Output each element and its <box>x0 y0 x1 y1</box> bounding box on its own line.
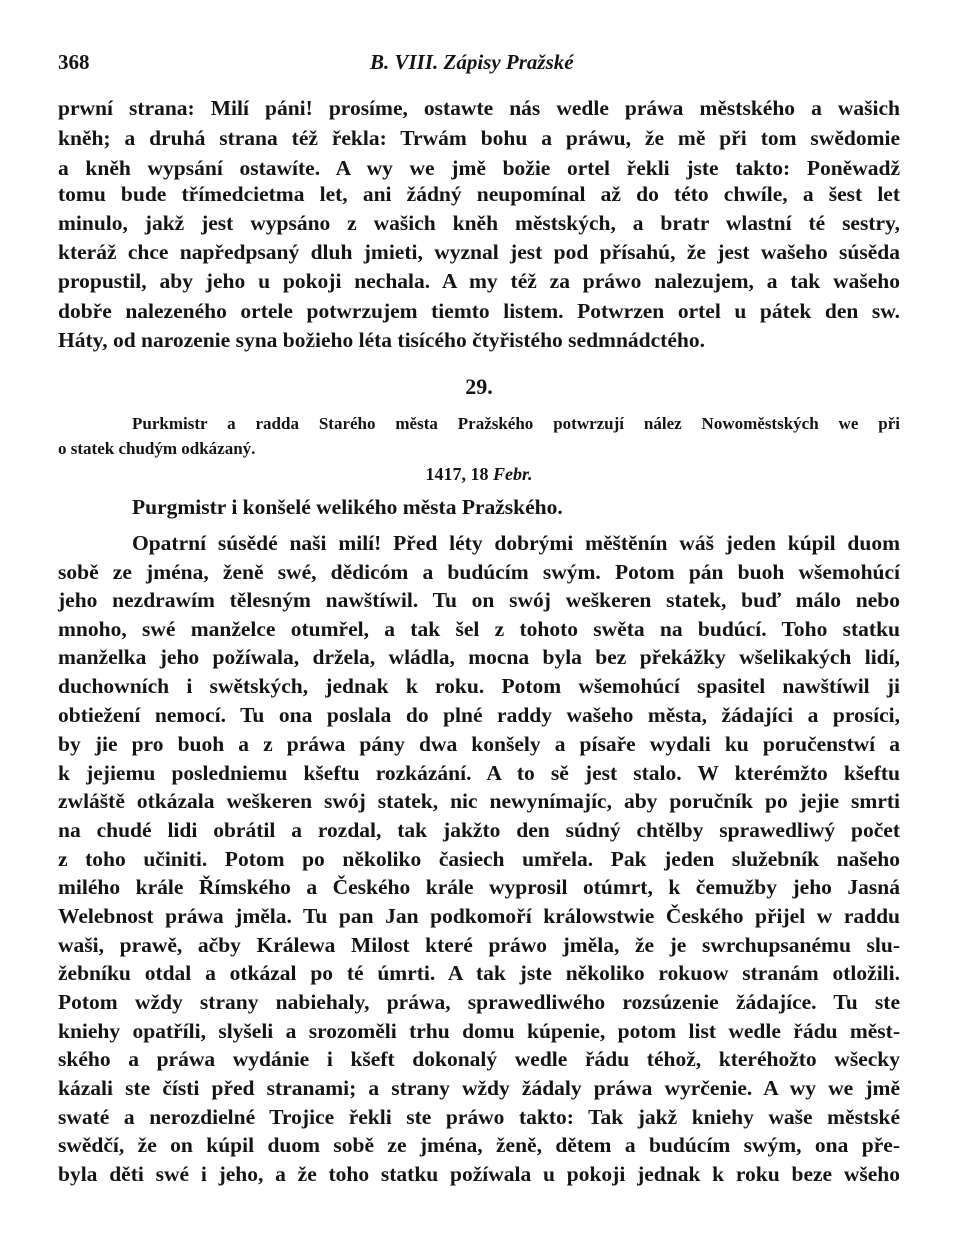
body-line: k jejiemu posledniemu kšeftu rozkázání. A to sě jest stalo. W kterémžto kšeftu <box>58 761 900 785</box>
body-line: žebníku otdal a otkázal po té úmrti. A tak jste několiko rokuow stranám otložili. <box>58 961 900 985</box>
body-line: milého krále Římského a Českého krále wyprosil otúmrt, k čemužby jeho Jasná <box>58 875 900 899</box>
body-line: waši, prawě, ačby Králewa Milost které práwo jměla, že je swrchupsanému slu- <box>58 933 900 957</box>
body-line: na chudé lidi obrátil a rozdal, tak jakžto den súdný chtělby sprawedliwý počet <box>58 818 900 842</box>
body-line: swaté a nerozdielné Trojice řekli ste práwo takto: Tak jakž kniehy waše městské <box>58 1105 900 1129</box>
body-line: sobě ze jména, ženě swé, dědicóm a budúcím swým. Potom pán buoh wšemohúcí <box>58 560 900 584</box>
text-line: minulo, jakž jest wypsáno z wašich kněh městských, a bratr wlastní té sestry, <box>58 211 900 235</box>
body-line: manželka jeho požíwala, držela, wládla, mocna byla bez překážky wšelikakých lidí, <box>58 645 900 669</box>
text-line: kněh; a druhá strana též řekla: Trwám bohu a práwu, že mě při tom swědomie <box>58 126 900 150</box>
document-number: 29. <box>465 374 493 399</box>
document-summary-line: o statek chudým odkázaný. <box>58 439 256 458</box>
page-number: 368 <box>58 50 90 74</box>
document-address: Purgmistr i konšelé welikého města Pražského. <box>132 495 563 519</box>
body-line: mnoho, swé manželce otumřel, a tak šel z tohoto swěta na budúcí. Toho statku <box>58 617 900 641</box>
running-head: B. VIII. Zápisy Pražské <box>370 50 574 74</box>
body-line: byla děti swé i jeho, a že toho statku požíwala u pokoji jednak k roku beze wšeho <box>58 1162 900 1186</box>
date-plain: 1417, 18 <box>425 464 489 484</box>
text-line: prwní strana: Milí páni! prosíme, ostawte nás wedle práwa městského a wašich <box>58 96 900 120</box>
text-line: dobře nalezeného ortele potwrzujem tiemto listem. Potwrzen ortel u pátek den sw. <box>58 299 900 323</box>
body-line: kázali ste čísti před stranami; a strany wždy žádaly práwa wyrčenie. A wy we jmě <box>58 1076 900 1100</box>
body-line: Welebnost práwa jměla. Tu pan Jan podkomoří králowstwie Českého přijel w raddu <box>58 904 900 928</box>
book-page <box>58 0 900 1260</box>
body-line: duchowních i swětských, jednak k roku. Potom wšemohúcí spasitel nawštíwil ji <box>58 674 900 698</box>
date-month: Febr. <box>492 464 533 484</box>
text-line: a kněh wypsání ostawíte. A wy we jmě božie ortel řekli jste takto: Poněwadž <box>58 156 900 180</box>
text-line: tomu bude třímedcietma let, ani žádný neupomínal až do této chwíle, a šest let <box>58 182 900 206</box>
text-line: propustil, aby jeho u pokoji nechala. A my též za práwo nalezujem, a tak wašeho <box>58 269 900 293</box>
document-date <box>58 462 900 486</box>
body-line: obtiežení nemocí. Tu ona poslala do plné raddy wašeho města, žádajíci a prosíci, <box>58 703 900 727</box>
text-line: Háty, od narozenie syna božieho léta tisícého čtyřistého sedmnádctého. <box>58 328 705 352</box>
body-line: by jie pro buoh a z práwa pány dwa konšely a písaře wydali ku poručenstwí a <box>58 732 900 756</box>
document-summary-line: Purkmistr a radda Starého města Pražského potwrzují nález Nowoměstských we při <box>132 414 900 433</box>
body-line: jeho nezdrawím tělesným nawštíwil. Tu on swój weškeren statek, buď málo nebo <box>58 588 900 612</box>
body-line: z toho učiniti. Potom po několiko časiech umřela. Pak jeden služebník našeho <box>58 847 900 871</box>
body-line: kniehy opatříli, slyšeli a srozoměli trhu domu kúpenie, potom list wedle řádu měst- <box>58 1019 900 1043</box>
body-line: Potom wždy strany nabiehaly, práwa, sprawedliwého rozsúzenie žádajíce. Tu ste <box>58 990 900 1014</box>
body-line: Opatrní súsědé naši milí! Před léty dobrými měštěnín wáš jeden kúpil duom <box>132 531 900 555</box>
body-line: ského a práwa wydánie i kšeft dokonalý wedle řádu téhož, kteréhožto wšecky <box>58 1047 900 1071</box>
body-line: zwláště otkázala weškeren swój statek, nic newynímajíc, aby poručník po jejie smrti <box>58 789 900 813</box>
page-header <box>58 50 900 78</box>
body-line: swědčí, že on kúpil duom sobě ze jména, ženě, dětem a budúcím swým, ona pře- <box>58 1133 900 1157</box>
text-line: kteráž chce napředpsaný dluh jmieti, wyznal jest pod přísahú, že jest wašeho súsěda <box>58 240 900 264</box>
